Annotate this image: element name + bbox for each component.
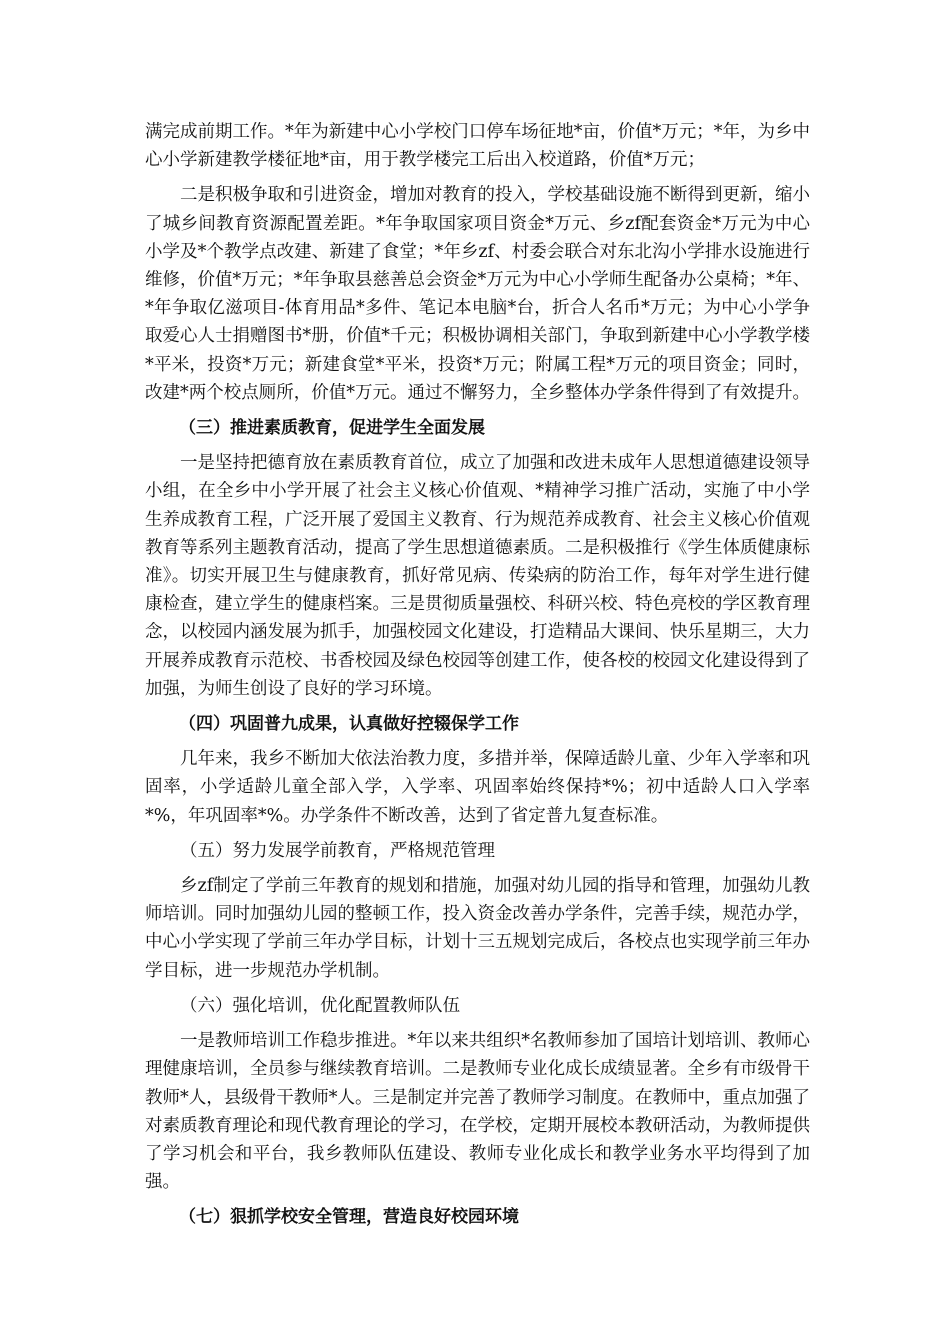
paragraph-teacher-training: 一是教师培训工作稳步推进。*年以来共组织*名教师参加了国培计划培训、教师心理健康培训，全员参与继续教育培训。二是教师专业化成长成绩显著。全乡有市级骨干教师*人，县级骨干教师*人。三是制定并完善了教师学习制度。在教师中，重点加强了对素质教育理论和现代教育理论的学习，在学校，定期开展校本教研活动，为教师提供了学习机会和平台，我乡教师队伍建设、教师专业化成长和教学业务水平均得到了加强。	[145, 1031, 810, 1193]
section-heading-4: （四）巩固普九成果，认真做好控辍保学工作	[179, 714, 519, 735]
section-heading-6: （六）强化培训，优化配置教师队伍	[180, 995, 460, 1016]
paragraph-quality-education: 一是坚持把德育放在素质教育首位，成立了加强和改进未成年人思想道德建设领导小组，在全乡中小学开展了社会主义核心价值观、*精神学习推广活动，实施了中小学生养成教育工程，广泛开展了爱国主义教育、行为规范养成教育、社会主义核心价值观教育等系列主题教育活动，提高了学生思想道德素质。二是积极推行《学生体质健康标准》。切实开展卫生与健康教育，抓好常见病、传染病的防治工作，每年对学生进行健康检查，建立学生的健康档案。三是贯彻质量强校、科研兴校、特色亮校的学区教育理念，以校园内涵发展为抓手，加强校园文化建设，打造精品大课间、快乐星期三，大力开展养成教育示范校、书香校园及绿色校园等创建工作，使各校的校园文化建设得到了加强，为师生创设了良好的学习环境。	[145, 453, 810, 699]
document-page	[145, 118, 810, 1239]
paragraph-enrollment: 几年来，我乡不断加大依法治教力度，多措并举，保障适龄儿童、少年入学率和巩固率，小学适龄儿童全部入学，入学率、巩固率始终保持*%；初中适龄人口入学率*%，年巩固率*%。办学条件不断改善，达到了省定普九复查标准。	[145, 749, 810, 826]
section-heading-3: （三）推进素质教育，促进学生全面发展	[179, 418, 485, 439]
paragraph-preschool: 乡zf制定了学前三年教育的规划和措施，加强对幼儿园的指导和管理，加强幼儿教师培训。同时加强幼儿园的整顿工作，投入资金改善办学条件，完善手续，规范办学，中心小学实现了学前三年办学目标，计划十三五规划完成后，各校点也实现学前三年办学目标，进一步规范办学机制。	[145, 876, 810, 981]
section-heading-5: （五）努力发展学前教育，严格规范管理	[180, 840, 495, 861]
paragraph-funding: 二是积极争取和引进资金，增加对教育的投入，学校基础设施不断得到更新，缩小了城乡间教育资源配置差距。*年争取国家项目资金*万元、乡zf配套资金*万元为中心小学及*个教学点改建、新建了食堂；*年乡zf、村委会联合对东北沟小学排水设施进行维修，价值*万元；*年争取县慈善总会资金*万元为中心小学师生配备办公桌椅；*年、*年争取亿滋项目-体育用品*多件、笔记本电脑*台，折合人名币*万元；为中心小学争取爱心人士捐赠图书*册，价值*千元；积极协调相关部门，争取到新建中心小学教学楼*平米，投资*万元；新建食堂*平米，投资*万元；附属工程*万元的项目资金；同时，改建*两个校点厕所，价值*万元。通过不懈努力，全乡整体办学条件得到了有效提升。	[145, 185, 810, 403]
section-heading-7: （七）狠抓学校安全管理，营造良好校园环境	[179, 1207, 519, 1228]
paragraph-continued: 满完成前期工作。*年为新建中心小学校门口停车场征地*亩，价值*万元；*年，为乡中心小学新建教学楼征地*亩，用于教学楼完工后出入校道路，价值*万元；	[145, 122, 810, 171]
